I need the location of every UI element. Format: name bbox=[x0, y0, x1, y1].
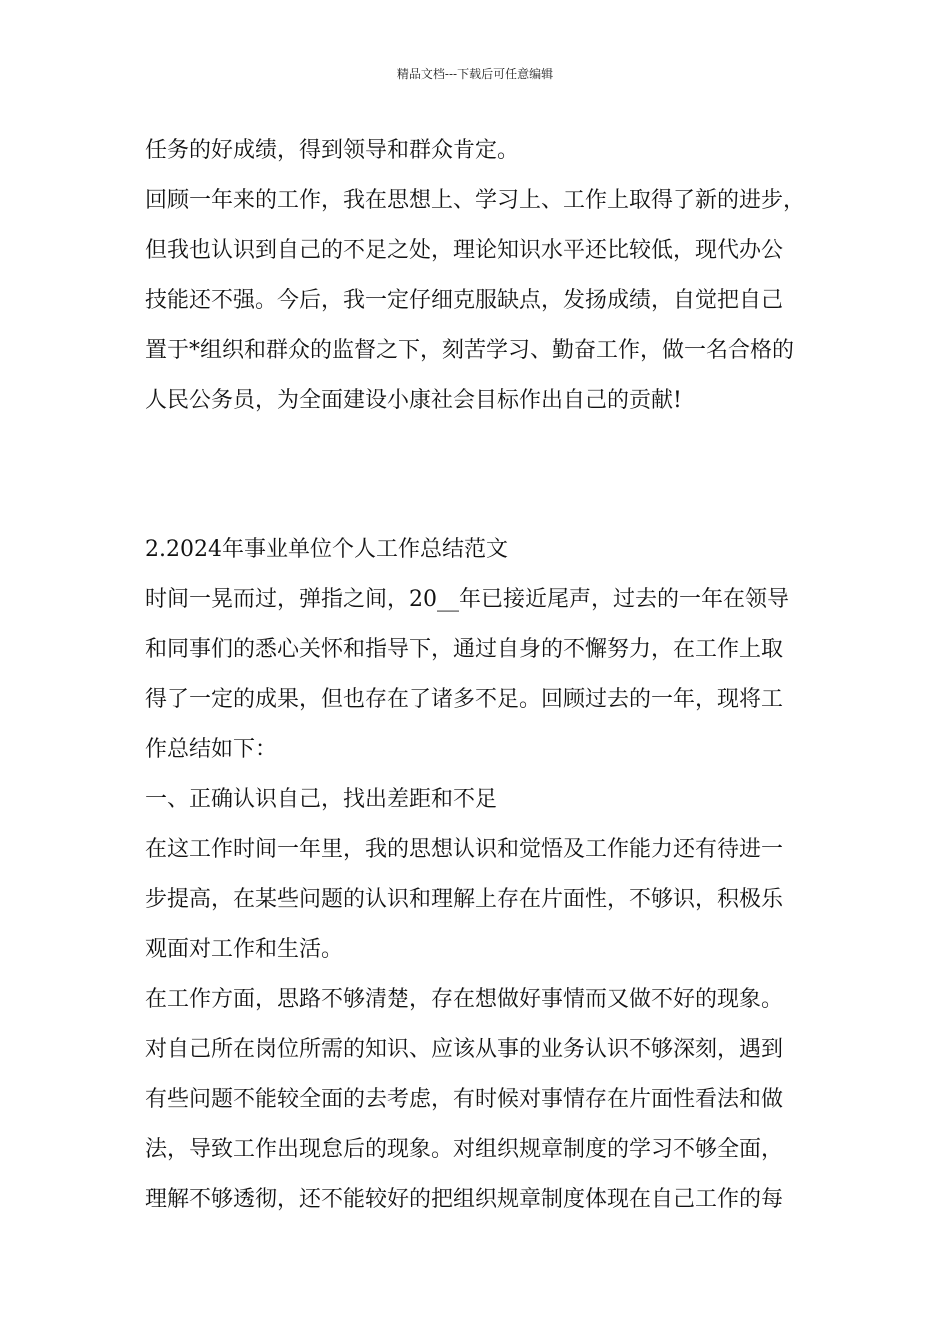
page-header: 精品文档---下载后可任意编辑 bbox=[396, 67, 554, 81]
text-line: 法，导致工作出现怠后的现象。对组织规章制度的学习不够全面， bbox=[145, 1137, 784, 1162]
text-line: 置于*组织和群众的监督之下，刻苦学习、勤奋工作，做一名合格的 bbox=[145, 338, 795, 363]
text-line: 步提高，在某些问题的认识和理解上存在片面性，不够识，积极乐 bbox=[145, 887, 784, 912]
text-line: 在这工作时间一年里，我的思想认识和觉悟及工作能力还有待进一 bbox=[145, 837, 784, 862]
text-line: 和同事们的悉心关怀和指导下，通过自身的不懈努力，在工作上取 bbox=[145, 637, 784, 662]
text-line: 人民公务员，为全面建设小康社会目标作出自己的贡献! bbox=[145, 388, 682, 413]
text-line: 但我也认识到自己的不足之处，理论知识水平还比较低，现代办公 bbox=[145, 238, 784, 263]
text-line: 回顾一年来的工作，我在思想上、学习上、工作上取得了新的进步， bbox=[145, 188, 806, 213]
text-line: 对自己所在岗位所需的知识、应该从事的业务认识不够深刻，遇到 bbox=[145, 1037, 784, 1062]
text-line: 技能还不强。今后，我一定仔细克服缺点，发扬成绩，自觉把自己 bbox=[145, 288, 784, 313]
text-line: 观面对工作和生活。 bbox=[145, 937, 344, 962]
text-line: 得了一定的成果，但也存在了诸多不足。回顾过去的一年，现将工 bbox=[145, 687, 784, 712]
text-line: 有些问题不能较全面的去考虑，有时候对事情存在片面性看法和做 bbox=[145, 1087, 784, 1112]
text-line: 作总结如下： bbox=[145, 737, 278, 762]
text-line: 理解不够透彻，还不能较好的把组织规章制度体现在自己工作的每 bbox=[145, 1187, 784, 1212]
text-line: 时间一晃而过，弹指之间，20__年已接近尾声，过去的一年在领导 bbox=[145, 587, 789, 612]
section-heading: 2.2024年事业单位个人工作总结范文 bbox=[145, 537, 508, 562]
subsection-heading: 一、正确认识自己，找出差距和不足 bbox=[145, 787, 498, 812]
text-line: 任务的好成绩，得到领导和群众肯定。 bbox=[145, 138, 520, 163]
text-line: 在工作方面，思路不够清楚，存在想做好事情而又做不好的现象。 bbox=[145, 987, 784, 1012]
